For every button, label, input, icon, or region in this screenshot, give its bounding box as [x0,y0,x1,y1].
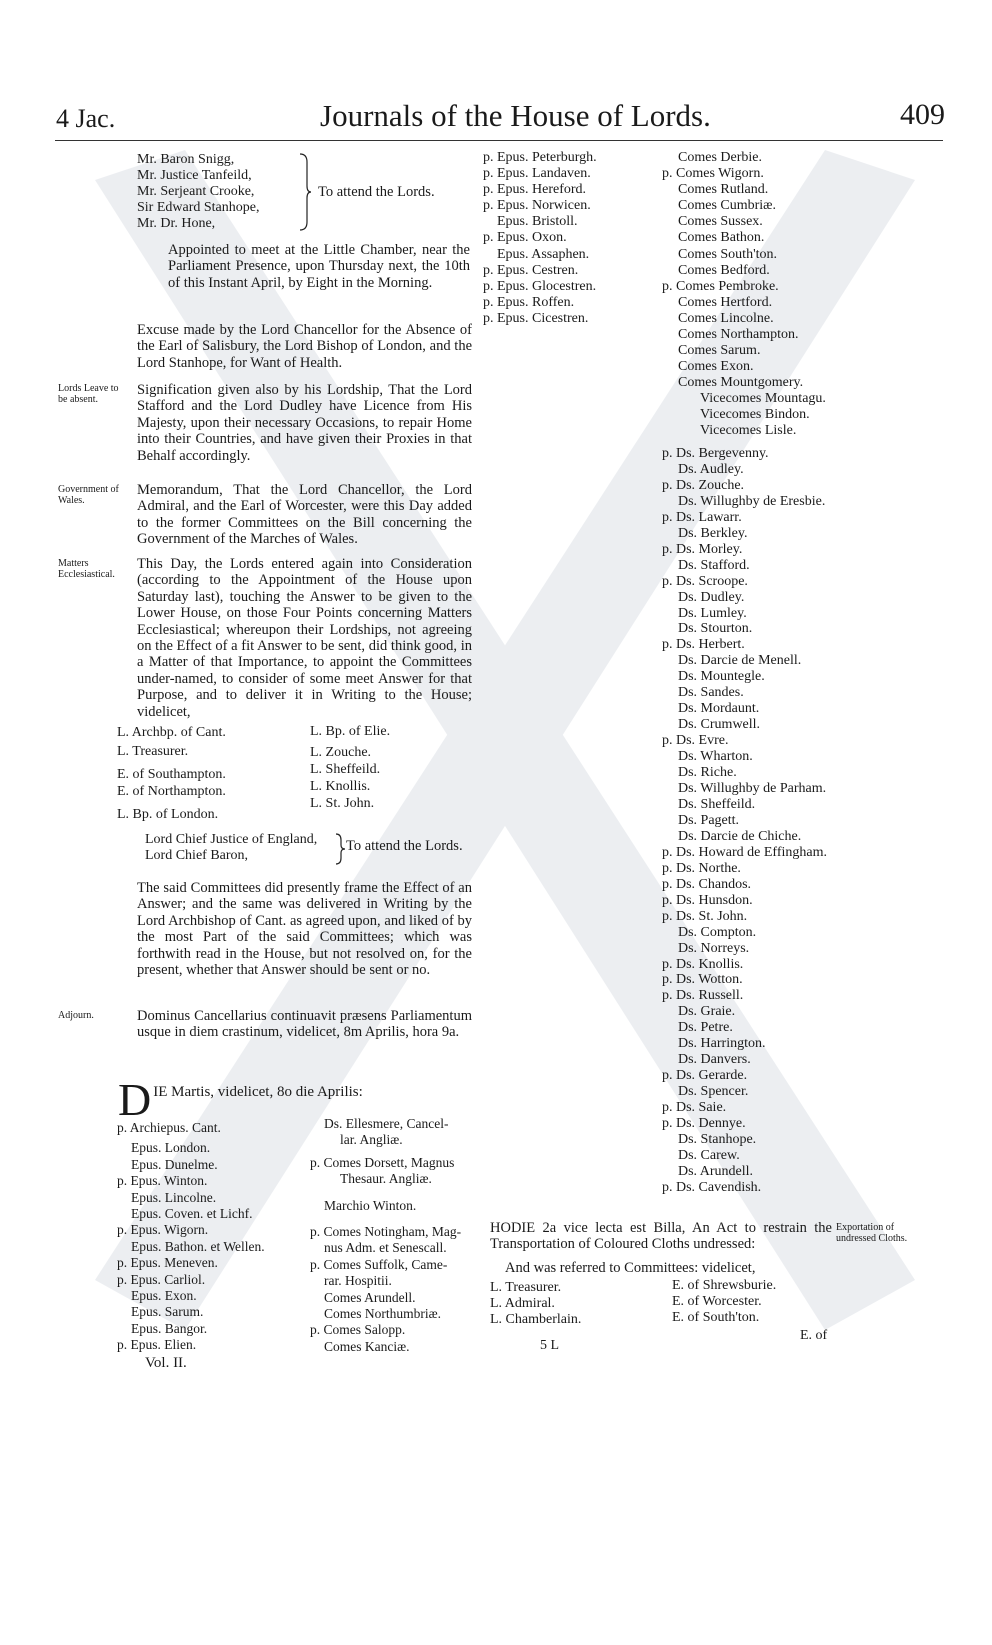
volume-signature: Vol. II. [145,1355,187,1371]
said-committees-paragraph: The said Committees did presently frame the Effect of an Answer; and the same was delivered in Writing by the Lord Archbishop of Cant. as agreed upon, and liked of by the most Part of the said Committees; which was forthwith read in the House, but not resolved on, for the present, whether that Answer should be sent or no. [137,880,472,979]
barons-list: p. Ds. Bergevenny. Ds. Audley. p. Ds. Zouche. Ds. Willughby de Eresbie. p. Ds. Lawarr. Ds. Berkley. p. Ds. Morley. Ds. Stafford. p. Ds. Scroope. Ds. Dudley. Ds. Lumley. Ds. Stourton. p. Ds. Herbert. Ds. Darcie de Menell. Ds. Mountegle. Ds. Sandes. Ds. Mordaunt. Ds. Crumwell. p. Ds. Evre. Ds. Wharton. Ds. Riche. Ds. Willughby de Parham. Ds. Sheffeild. Ds. Pagett. Ds. Darcie de Chiche. p. Ds. Howard de Effingham. p. Ds. Northe. p. Ds. Chandos. p. Ds. Hunsdon. p. Ds. St. John. Ds. Compton. Ds. Norreys. p. Ds. Knollis. p. Ds. Wotton. p. Ds. Russell. Ds. Graie. Ds. Petre. Ds. Harrington. Ds. Danvers. p. Ds. Gerarde. Ds. Spencer. p. Ds. Saie. p. Ds. Dennye. Ds. Stanhope. Ds. Carew. Ds. Arundell. p. Ds. Cavendish. [662,446,827,1195]
signification-paragraph: Signification given also by his Lordship, That the Lord Stafford and the Lord Dudley have Licence from His Majesty, upon their necessary Occasions, to repair Home into their Countries, and have given their Proxies in that Behalf accordingly. [137,382,472,464]
attend-list: Mr. Baron Snigg, Mr. Justice Tanfeild, Mr. Serjeant Crooke, Sir Edward Stanhope, Mr. Dr. Hone, [137,152,260,232]
hodie-committees-left: L. Treasurer. L. Admiral. L. Chamberlain. [490,1280,582,1328]
margin-note-wales: Government of Wales. [58,484,119,506]
viscounts-list: Vicecomes Mountagu. Vicecomes Bindon. Vicecomes Lisle. [700,391,826,439]
hodie-paragraph: HODIE 2a vice lecta est Billa, An Act to restrain the Transportation of Coloured Cloths undressed: [490,1220,832,1253]
hodie-committees-right: E. of Shrewsburie. E. of Worcester. E. of South'ton. [672,1278,777,1326]
bishops-list-1: p. Archiepus. Cant. Epus. London. Epus. Dunelme. p. Epus. Winton. Epus. Lincolne. Epus. Coven. et Lichf. p. Epus. Wigorn. Epus. Bathon. et Wellen. p. Epus. Meneven. p. Epus. Carliol. Epus. Exon. Epus. Sarum. Epus. Bangor. p. Epus. Elien. [117,1120,265,1353]
chief-justices: Lord Chief Justice of England, Lord Chief Baron, [145,832,318,864]
catchword: E. of [800,1328,828,1343]
brace [298,152,312,232]
running-head-title: Journals of the House of Lords. [320,98,711,133]
drop-cap: D [118,1074,152,1125]
brace [334,832,346,866]
appointed-paragraph: Appointed to meet at the Little Chamber, near the Parliament Presence, upon Thursday next, the 10th of this Instant April, by Eight in the Morning. [168,242,470,291]
margin-note-leave: Lords Leave to be absent. [58,383,119,405]
officers-list: Ds. Ellesmere, Cancel- lar. Angliæ. p. Comes Dorsett, Magnus Thesaur. Angliæ. Marchio Winton. p. Comes Notingham, Mag- nus Adm. et Senescall. p. Comes Suffolk, Came- rar. Hospitii. Comes Arundell. Comes Northumbriæ. p. Comes Salopp. Comes Kanciæ. [310,1116,462,1354]
margin-note-exportation: Exportation of undressed Cloths. [836,1222,908,1244]
header-rule [55,140,943,141]
margin-note-adjourn: Adjourn. [58,1010,94,1021]
committees-right: L. Bp. of Elie. L. Zouche. L. Sheffeild. L. Knollis. L. St. John. [310,724,391,811]
earls-list: Comes Derbie. p. Comes Wigorn. Comes Rutland. Comes Cumbriæ. Comes Sussex. Comes Bathon. Comes South'ton. Comes Bedford. p. Comes Pembroke. Comes Hertford. Comes Lincolne. Comes Northampton. Comes Sarum. Comes Exon. Comes Mountgomery. [662,150,804,391]
margin-note-ecclesiastical: Matters Ecclesiastical. [58,558,115,580]
page-number: 409 [900,98,945,131]
signature-mark: 5 L [540,1338,560,1353]
excuse-paragraph: Excuse made by the Lord Chancellor for the Absence of the Earl of Salisbury, the Lord Bishop of London, and the Lord Stanhope, for Want of Health. [137,322,472,371]
this-day-paragraph: This Day, the Lords entered again into Consideration (according to the Appointment of the House upon Saturday last), touching the Answer to be given to the Lower House, on those Four Points concerning Matters Ecclesiastical; whereupon their Lordships, not agreeing on the Effect of a fit Answer to be sent, did think good, in a Matter of that Importance, to appoint the Committees under-named, to consider of some meet Answer for that Purpose, and to deliver it in Writing to the House; videlicet, [137,556,472,720]
bishops-list-2: p. Epus. Peterburgh. p. Epus. Landaven. p. Epus. Hereford. p. Epus. Norwicen. Epus. Bristoll. p. Epus. Oxon. Epus. Assaphen. p. Epus. Cestren. p. Epus. Glocestren. p. Epus. Roffen. p. Epus. Cicestren. [483,150,597,326]
referred-line: And was referred to Committees: videlicet, [505,1260,756,1276]
die-heading: D IE Martis, videlicet, 8o die Aprilis: [118,1074,363,1125]
chief-brace-label: To attend the Lords. [346,838,463,854]
attend-brace-label: To attend the Lords. [318,184,435,200]
running-head-reign: 4 Jac. [56,104,116,133]
memorandum-paragraph: Memorandum, That the Lord Chancellor, the Lord Admiral, and the Earl of Worcester, were this Day added to the former Committees on the Bill concerning the Government of the Marches of Wales. [137,482,472,548]
committees-left: L. Archbp. of Cant. L. Treasurer. E. of Southampton. E. of Northampton. L. Bp. of London. [117,725,226,822]
adjourn-paragraph: Dominus Cancellarius continuavit præsens Parliamentum usque in diem crastinum, videlicet, 8m Aprilis, hora 9a. [137,1008,472,1041]
